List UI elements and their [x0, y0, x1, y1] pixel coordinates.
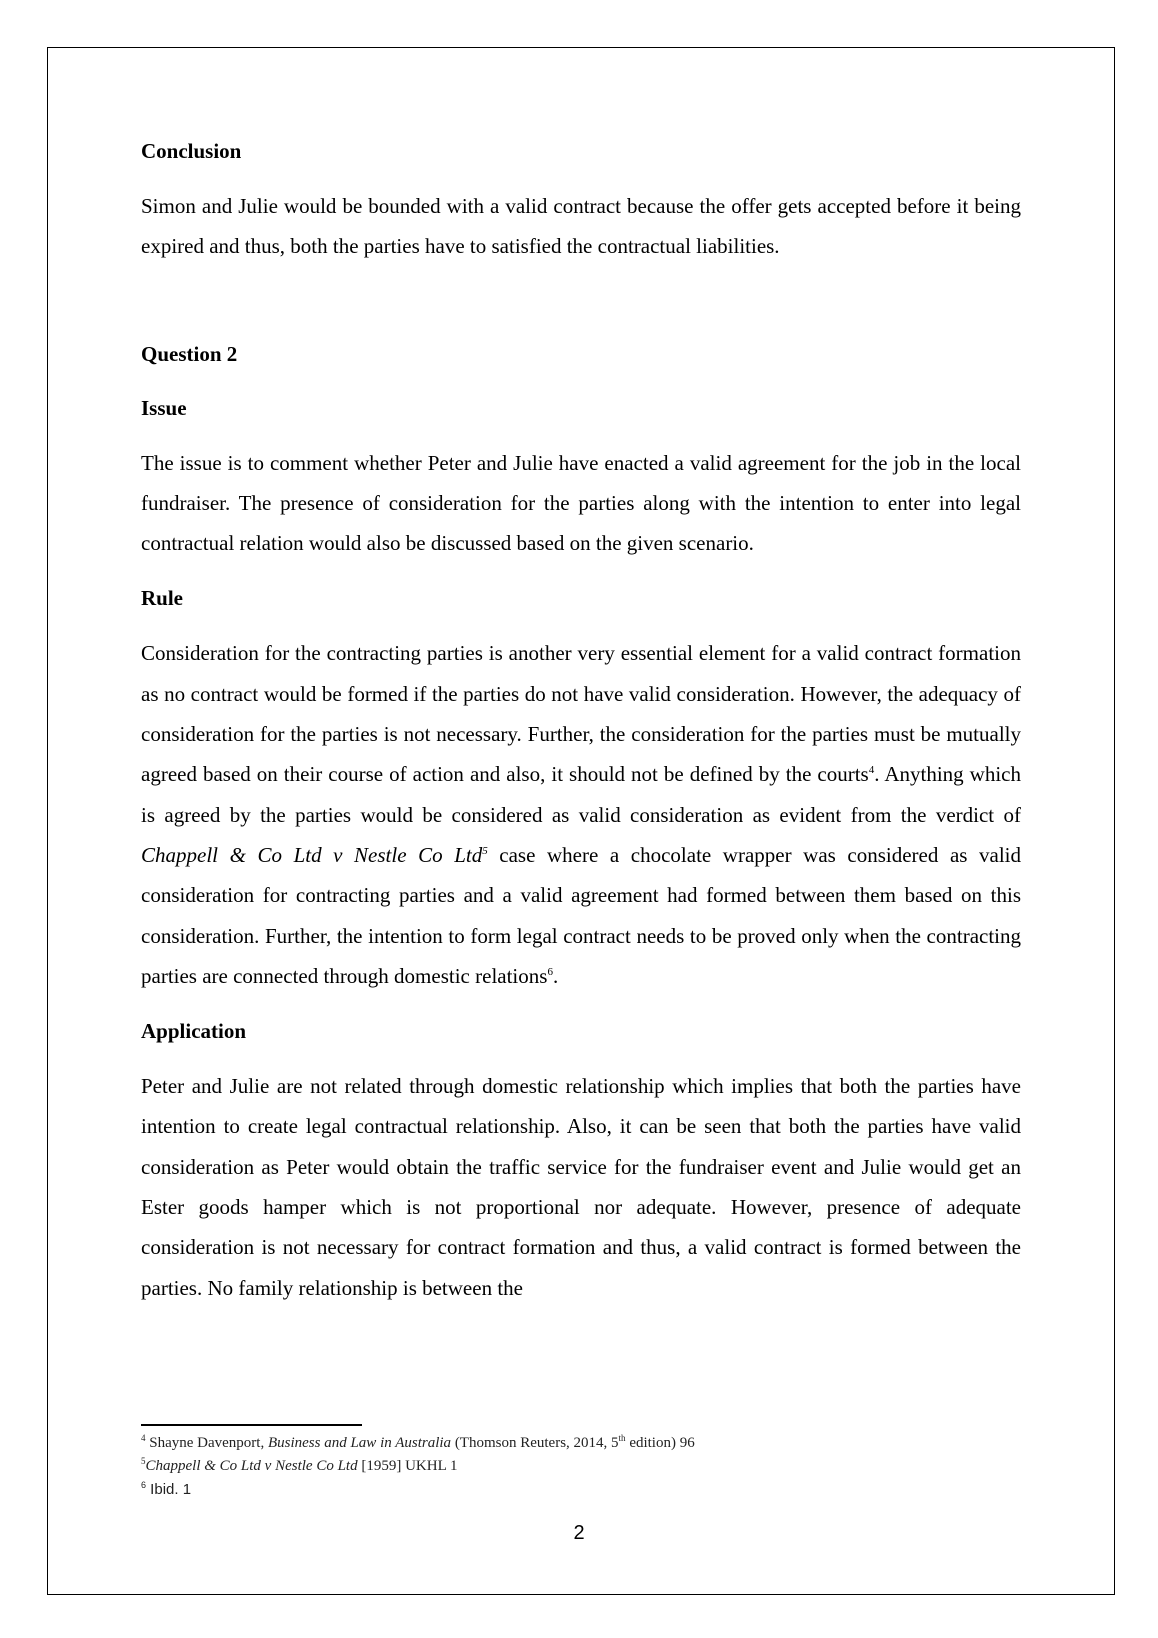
- rule-text-part-3: case where a chocolate wrapper was considered as valid consideration for contracting parties and a valid agreement had formed between them based on this consideration. Further, the intention to form legal contract needs to be proved only when the contracting parties are connected through domestic relations: [141, 842, 1022, 988]
- footnote-ref-6[interactable]: 6: [547, 965, 553, 978]
- footnote-ref-4[interactable]: 4: [868, 764, 875, 777]
- rule-text-part-2: . Anything which is agreed by the parties would be considered as valid consideration as evident from the verdict of: [141, 762, 1021, 827]
- footnote-4-title: Business and Law in Australia: [267, 1435, 452, 1451]
- rule-heading: Rule: [141, 586, 183, 611]
- footnote-4: [141, 1432, 1021, 1455]
- footnotes: [141, 1432, 1021, 1501]
- conclusion-paragraph: Simon and Julie would be bounded with a valid contract because the offer gets accepted before it being expired and thus, both the parties have to satisfied the contractual liabilities.: [141, 194, 1021, 259]
- document-body: [141, 136, 1021, 1308]
- footnote-4-details-end: edition) 96: [625, 1435, 695, 1451]
- case-name: Chappell & Co Ltd v Nestle Co Ltd: [141, 842, 483, 867]
- issue-paragraph: The issue is to comment whether Peter and Julie have enacted a valid agreement for the job in the local fundraiser. The presence of consideration for the parties along with the intention to enter into legal contractual relation would also be discussed based on the given scenario.: [141, 450, 1021, 556]
- footnote-5-title: Chappell & Co Ltd v Nestle Co Ltd: [145, 1458, 358, 1474]
- footnote-separator: [141, 1424, 362, 1426]
- footnote-5-number: 5: [141, 1456, 146, 1466]
- rule-paragraph: [141, 633, 1021, 996]
- footnote-4-number: 4: [141, 1433, 146, 1443]
- footnote-5-details: [1959] UKHL 1: [357, 1458, 458, 1474]
- application-heading: Application: [141, 1019, 247, 1044]
- question-2-heading: Question 2: [141, 341, 238, 366]
- footnote-4-author: Shayne Davenport,: [145, 1435, 268, 1451]
- footnote-6-number: 6: [141, 1480, 147, 1490]
- conclusion-heading: Conclusion: [141, 139, 242, 163]
- footnote-6-text: Ibid. 1: [146, 1481, 192, 1498]
- application-paragraph: Peter and Julie are not related through domestic relationship which implies that both the parties have intention to create legal contractual relationship. Also, it can be seen that both the parties have valid consideration as Peter would obtain the traffic service for the fundraiser event and Julie would get an Ester goods hamper which is not proportional nor adequate. However, presence of adequate consideration is not necessary for contract formation and thus, a valid contract is formed between the parties. No family relationship is between the: [141, 1074, 1021, 1300]
- footnote-ref-5[interactable]: 5: [482, 844, 488, 857]
- footnote-4-details: (Thomson Reuters, 2014, 5: [451, 1435, 619, 1451]
- rule-text-part-1: Consideration for the contracting parties is another very essential element for a valid contract formation as no contract would be formed if the parties do not have valid consideration. However, the adequacy of consideration for the parties is not necessary. Further, the consideration for the parties must be mutually agreed based on their course of action and also, it should not be defined by the courts: [141, 641, 1021, 787]
- footnote-6: [141, 1478, 1021, 1501]
- footnote-5: [141, 1455, 1021, 1478]
- rule-text-part-4: .: [552, 963, 559, 988]
- issue-heading: Issue: [141, 395, 187, 420]
- footnote-4-ordinal: th: [618, 1433, 626, 1443]
- page-number: 2: [573, 1522, 585, 1544]
